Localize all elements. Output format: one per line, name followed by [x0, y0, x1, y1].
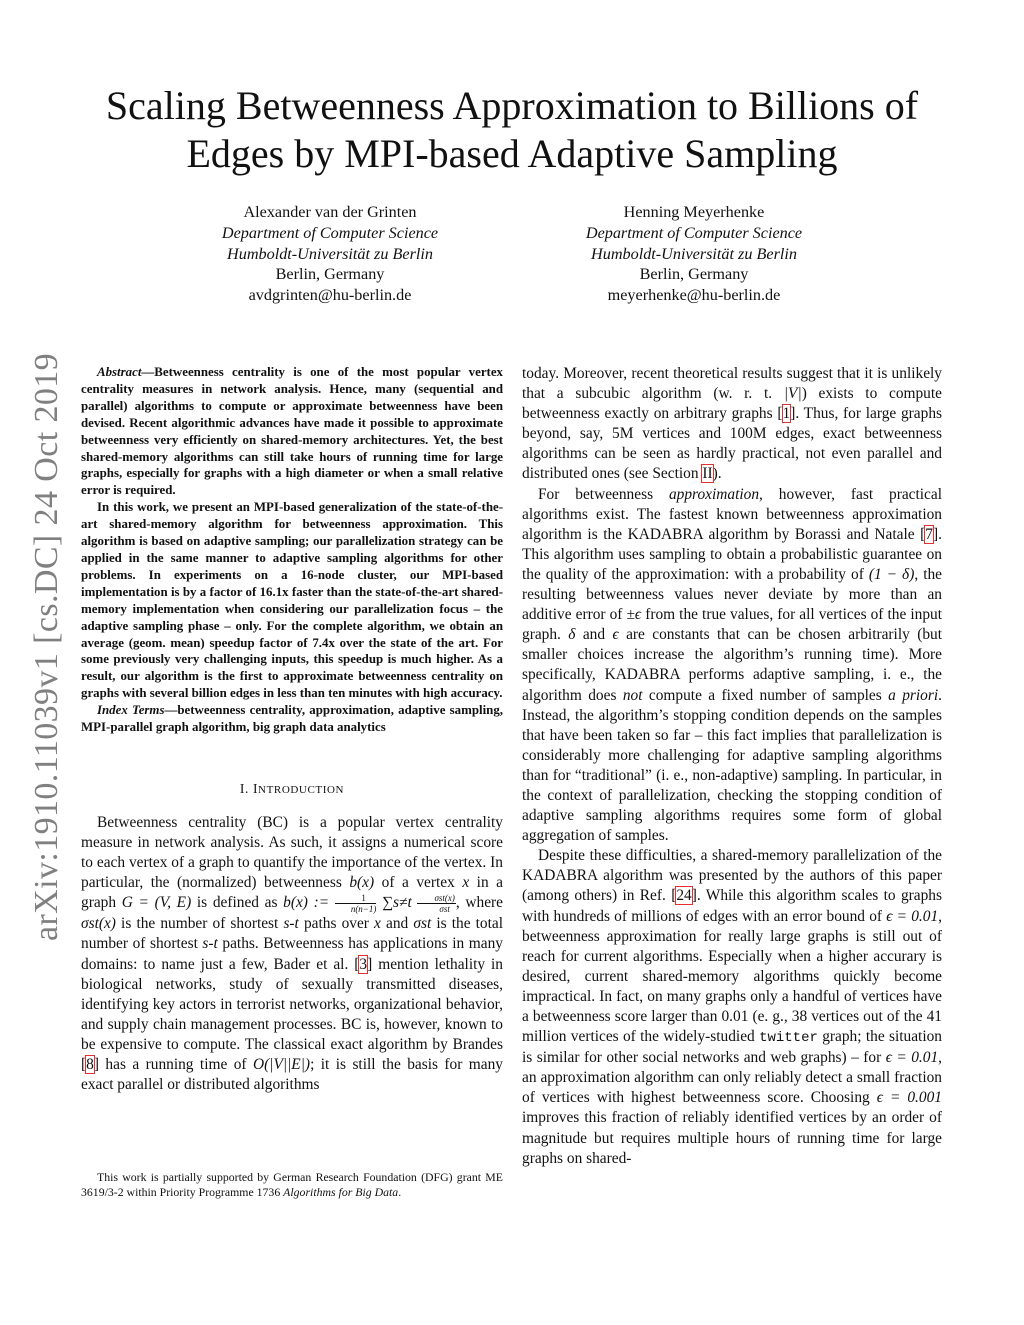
- author-block-1: [150, 202, 510, 306]
- right-column: [522, 364, 942, 1169]
- author-email: meyerhenke@hu-berlin.de: [607, 286, 781, 305]
- citation-link[interactable]: 24: [676, 887, 692, 905]
- abstract: [81, 364, 503, 736]
- fraction: $\frac{\text{σst(x)}}{\text{σst}}$: [417, 893, 455, 914]
- introduction-text: [81, 813, 503, 1095]
- right-paragraph-2: For betweenness approximation, however, fast practical algorithms exist. The fastest known betweenness approximation algorithm is the KADABRA algorithm by Borassi and Natale [7]. This algorithm uses sampling to obtain a probabilistic guarantee on the quality of the approximation: with a probability of (1 − δ), the resulting betweenness values never deviate by more than an additive error of ±ϵ from the true values, for all vertices of the input graph. δ and ϵ are constants that can be chosen arbitrarily (but smaller choices increase the algorithm’s running time). More specifically, KADABRA performs adaptive sampling, i. e., the algorithm does not compute a fixed number of samples a priori. Instead, the algorithm’s stopping condition depends on the samples that have been taken so far – this fact implies that parallelization is considerably more challenging for adaptive sampling algorithms than for “traditional” (i. e., non-adaptive) sampling. In particular, in the context of parallelization, checking the stopping condition of adaptive sampling algorithms requires some form of global aggregation of samples.: [522, 485, 943, 845]
- author-dept: Department of Computer Science: [585, 223, 803, 242]
- abstract-paragraph-2: In this work, we present an MPI-based generalization of the state-of-the-art shared-memory algorithm for betweenness approximation. This algorithm is based on adaptive sampling; our parallelization strategy can be applied in the same manner to adaptive sampling algorithms for other problems. In experiments on a 16-node cluster, our MPI-based implementation is by a factor of 16.1x faster than the state-of-the-art shared-memory implementation when considering our parallelization focus – the adaptive sampling phase – only. For the complete algorithm, we obtain an average (geom. mean) speedup factor of 7.4x over the state of the art. For some previously very challenging inputs, this speedup is much higher. As a result, our algorithm is the first to approximate betweenness centrality on graphs with several billion edges in less than ten minutes with high accuracy.: [81, 500, 503, 701]
- author-email: avdgrinten@hu-berlin.de: [248, 286, 412, 305]
- index-terms-label: Index Terms: [97, 703, 165, 718]
- citation-link[interactable]: 1: [782, 405, 791, 423]
- author-university: Humboldt-Universität zu Berlin: [227, 244, 433, 263]
- section-link[interactable]: II: [702, 465, 713, 483]
- fraction: $\frac{1}{n(n-1)}$: [335, 893, 377, 914]
- abstract-label: Abstract: [97, 365, 142, 379]
- right-paragraph-1: today. Moreover, recent theoretical results suggest that it is unlikely that a subcubic algorithm (w. r. t. |V|) exists to compute betweenness exactly on arbitrary graphs [1]. Thus, for large graphs beyond, say, 5M vertices and 100M edges, exact betweenness algorithms can be seen as hardly practical, not even parallel and distributed ones (see Section II).: [522, 365, 943, 483]
- author-city: Berlin, Germany: [275, 265, 385, 284]
- title-line-2: Edges by MPI-based Adaptive Sampling: [186, 131, 838, 176]
- index-terms: Index Terms—betweenness centrality, approximation, adaptive sampling, MPI-parallel graph algorithm, big graph data analytics: [81, 703, 503, 735]
- citation-link[interactable]: 8: [86, 1055, 94, 1073]
- author-block-2: [514, 202, 874, 306]
- intro-paragraph: Betweenness centrality (BC) is a popular vertex centrality measure in network analysis. As such, it assigns a numerical score to each vertex of a graph to quantify the importance of the vertex. In particular, the (normalized) betweenness b(x) of a vertex x in a graph G = (V, E) is defined as b(x) := $\frac{1}{n(n-1)}$ ∑s≠t $\frac{\text{σst(x)}}{\text{σst}}$ , where σst(x) is the number of shortest s-t paths over x and σst is the total number of shortest s-t paths. Betweenness has applications in many domains: to name just a few, Bader et al. [3] mention lethality in biological networks, study of sexually transmitted diseases, identifying key actors in terrorist networks, organizational behavior, and supply chain management processes. BC is, however, known to be expensive to compute. The classical exact algorithm by Brandes [8] has a running time of O(|V||E|); it is still the basis for many exact parallel or distributed algorithms: [81, 813, 504, 1094]
- paper-title: [60, 82, 964, 178]
- abstract-paragraph-1: Abstract—Betweenness centrality is one of the most popular vertex centrality measures in network analysis. Hence, many (sequential and parallel) algorithms to compute or approximate betweenness have been devised. Recent algorithmic advances have made it possible to approximate betweenness very efficiently on shared-memory architectures. Yet, the best shared-memory algorithms can still take hours of running time for large graphs, especially for graphs with a high diameter or when a small relative error is required.: [81, 365, 503, 498]
- title-line-1: Scaling Betweenness Approximation to Billions of: [105, 83, 919, 128]
- arxiv-identifier: arXiv:1910.11039v1 [cs.DC] 24 Oct 2019: [28, 352, 65, 942]
- author-name: Alexander van der Grinten: [243, 203, 417, 221]
- left-column: [81, 364, 503, 1095]
- citation-link[interactable]: 3: [359, 955, 368, 973]
- footnote: This work is partially supported by German Research Foundation (DFG) grant ME 3619/3-2 within Priority Programme 1736 Algorithms for Big Data.: [81, 1170, 503, 1200]
- author-dept: Department of Computer Science: [221, 223, 439, 242]
- citation-link[interactable]: 7: [925, 525, 933, 543]
- author-university: Humboldt-Universität zu Berlin: [591, 244, 797, 263]
- author-name: Henning Meyerhenke: [623, 203, 765, 221]
- arxiv-sidebar: [28, 352, 65, 942]
- section-heading-introduction: I. INTRODUCTION: [239, 780, 345, 796]
- author-city: Berlin, Germany: [639, 265, 749, 284]
- right-paragraph-3: Despite these difficulties, a shared-memory parallelization of the KADABRA algorithm was presented by the authors of this paper (among others) in Ref. [24]. While this algorithm scales to graphs with hundreds of millions of edges with an error bound of ϵ = 0.01, betweenness approximation for really large graphs is still out of reach for current algorithms. Especially when a higher accurary is desired, current shared-memory algorithms quickly become impractical. In fact, on many graphs only a handful of vertices have a betweenness score larger than 0.01 (e. g., 38 vertices out of the 41 million vertices of the widely-studied twitter graph; the situation is similar for other social networks and web graphs) – for ϵ = 0.01, an approximation algorithm can only reliably detect a small fraction of vertices with highest betweenness score. Choosing ϵ = 0.001 improves this fraction of reliably identified vertices by an order of magnitude but requires multiple hours of running time for large graphs on shared-: [522, 847, 942, 1167]
